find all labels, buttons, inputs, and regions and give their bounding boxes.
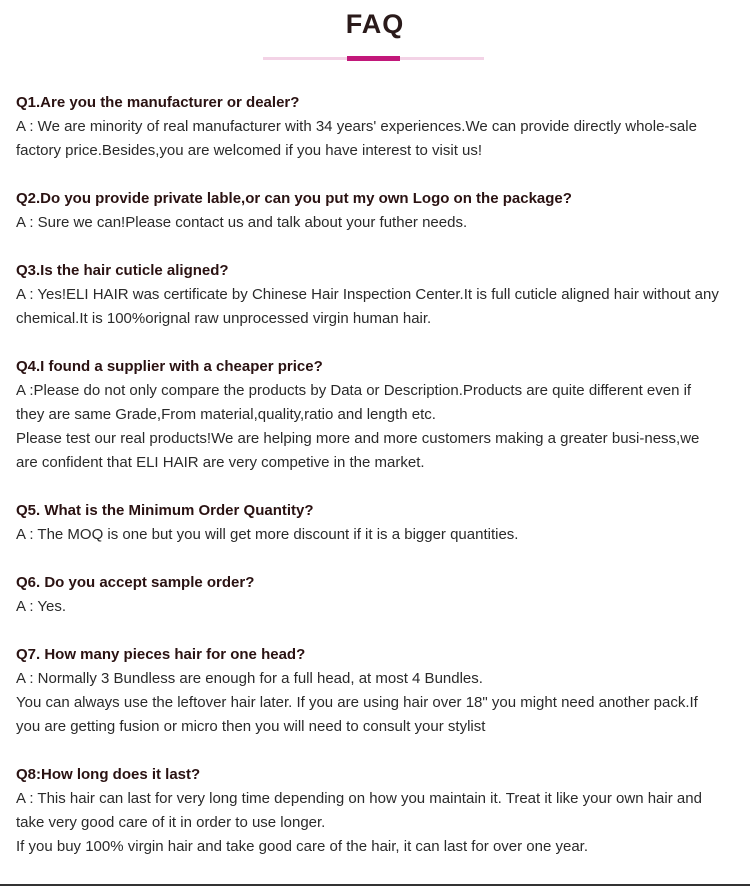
faq-question: Q2.Do you provide private lable,or can you put my own Logo on the package?	[16, 190, 572, 207]
faq-answer: A : Yes!ELI HAIR was certificate by Chinese Hair Inspection Center.It is full cuticle aligned hair without any chemical.It is 100%orignal raw unprocessed virgin human hair.	[16, 286, 719, 327]
faq-answer: You can always use the leftover hair later. If you are using hair over 18" you might need another pack.If you are getting fusion or micro then you will need to consult your stylist	[16, 694, 698, 735]
faq-question: Q8:How long does it last?	[16, 766, 201, 783]
faq-answer: A :Please do not only compare the products by Data or Description.Products are quite different even if they are same Grade,From material,quality,ratio and length etc.	[16, 382, 692, 423]
faq-item-7	[16, 643, 722, 739]
faq-answer: A : Yes.	[16, 598, 67, 615]
faq-question: Q1.Are you the manufacturer or dealer?	[16, 94, 300, 111]
faq-item-5	[16, 499, 722, 547]
faq-answer: A : The MOQ is one but you will get more discount if it is a bigger quantities.	[16, 526, 519, 543]
faq-list	[16, 91, 722, 859]
faq-answer: If you buy 100% virgin hair and take good care of the hair, it can last for over one year.	[16, 838, 589, 855]
faq-question: Q3.Is the hair cuticle aligned?	[16, 262, 229, 279]
faq-answer: A : We are minority of real manufacturer with 34 years' experiences.We can provide directly whole-sale factory price.Besides,you are welcomed if you have interest to visit us!	[16, 118, 697, 159]
faq-item-3	[16, 259, 722, 331]
faq-item-6	[16, 571, 722, 619]
faq-answer: A : Normally 3 Bundless are enough for a full head, at most 4 Bundles.	[16, 670, 483, 687]
faq-question: Q6. Do you accept sample order?	[16, 574, 255, 591]
faq-item-1	[16, 91, 722, 163]
faq-item-8	[16, 763, 722, 859]
faq-answer: A : Sure we can!Please contact us and talk about your futher needs.	[16, 214, 468, 231]
faq-answer: A : This hair can last for very long time depending on how you maintain it. Treat it like your own hair and take very good care of it in order to use longer.	[16, 790, 702, 831]
page-title: FAQ	[345, 9, 405, 39]
faq-question: Q7. How many pieces hair for one head?	[16, 646, 306, 663]
faq-item-2	[16, 187, 722, 235]
faq-question: Q5. What is the Minimum Order Quantity?	[16, 502, 314, 519]
faq-item-4	[16, 355, 722, 475]
faq-question: Q4.I found a supplier with a cheaper price?	[16, 358, 323, 375]
faq-answer: Please test our real products!We are helping more and more customers making a greater busi-ness,we are confident that ELI HAIR are very competive in the market.	[16, 430, 700, 471]
title-divider-accent	[347, 56, 400, 61]
